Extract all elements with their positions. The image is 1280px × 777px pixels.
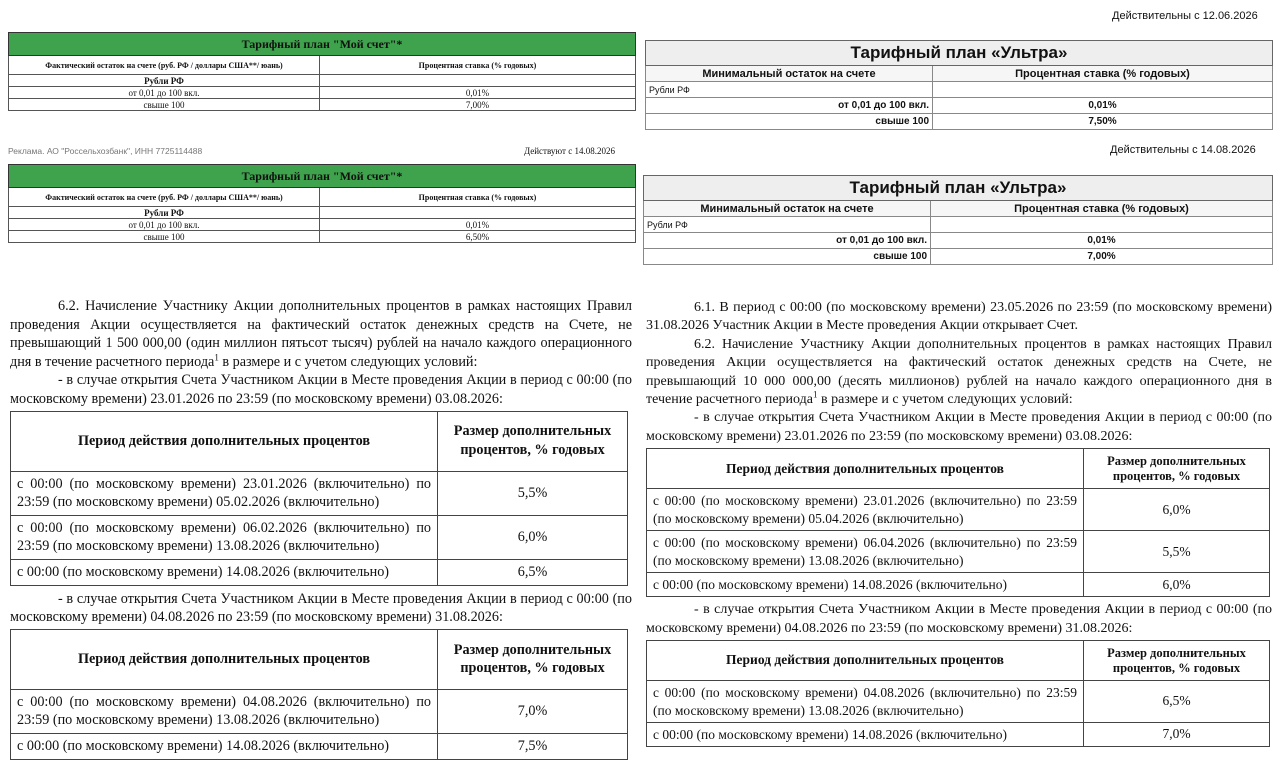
column-header-size: Размер дополнительных процентов, % годовых — [438, 629, 628, 689]
tariff-table-my-account-1 — [8, 32, 636, 111]
rate-cell: 7,0% — [1084, 723, 1270, 747]
currency-rate-empty — [320, 207, 636, 219]
period-cell: с 00:00 (по московскому времени) 04.08.2026 (включительно) по 23:59 (по московскому времени) 13.08.2026 (включительно) — [11, 689, 438, 733]
tariff-table-ultra-2 — [643, 175, 1273, 265]
period-cell: с 00:00 (по московскому времени) 23.01.2026 (включительно) по 23:59 (по московскому времени) 05.04.2026 (включительно) — [647, 489, 1084, 531]
ultra-effective-date-top: Действительны с 12.06.2026 — [1112, 10, 1258, 22]
interest-rate: 6,50% — [320, 231, 636, 243]
rate-cell: 6,0% — [1084, 573, 1270, 597]
currency-label: Рубли РФ — [644, 217, 931, 233]
opening-period-condition-2: - в случае открытия Счета Участником Акции в Месте проведения Акции в период с 00:00 (по московскому времени) 04.08.2026 по 23:59 (по московскому времени) 31.08.2026: — [10, 590, 632, 626]
tariff-table-my-account-2 — [8, 164, 636, 243]
column-header-size: Размер дополнительных процентов, % годовых — [438, 411, 628, 471]
rate-cell: 6,5% — [438, 559, 628, 585]
rate-cell: 6,0% — [438, 515, 628, 559]
opening-period-condition-1: - в случае открытия Счета Участником Акции в Месте проведения Акции в период с 00:00 (по московскому времени) 23.01.2026 по 23:59 (по московскому времени) 03.08.2026: — [10, 372, 632, 407]
balance-range: от 0,01 до 100 вкл. — [9, 87, 320, 99]
rate-cell: 7,5% — [438, 733, 628, 759]
rate-cell: 5,5% — [438, 471, 628, 515]
right-rules-document — [646, 299, 1272, 747]
column-header-period: Период действия дополнительных процентов — [647, 641, 1084, 681]
currency-rate-empty — [320, 75, 636, 87]
period-cell: с 00:00 (по московскому времени) 23.01.2026 (включительно) по 23:59 (по московскому времени) 05.02.2026 (включительно) — [11, 471, 438, 515]
column-header-balance: Фактический остаток на счете (руб. РФ / доллары США**/ юань) — [9, 56, 320, 75]
period-cell: с 00:00 (по московскому времени) 14.08.2026 (включительно) — [647, 573, 1084, 597]
column-header-size: Размер дополнительных процентов, % годовых — [1084, 449, 1270, 489]
column-header-rate: Процентная ставка (% годовых) — [933, 66, 1273, 82]
balance-range: свыше 100 — [9, 231, 320, 243]
ultra-effective-date: Действительны с 14.08.2026 — [1110, 144, 1256, 156]
period-cell: с 00:00 (по московскому времени) 14.08.2026 (включительно) — [647, 723, 1084, 747]
interest-rate: 7,00% — [931, 249, 1273, 265]
column-header-rate: Процентная ставка (% годовых) — [931, 201, 1273, 217]
clause-6-1: 6.1. В период с 00:00 (по московскому времени) 23.05.2026 по 23:59 (по московскому времени) 31.08.2026 Участник Акции в Месте проведения Акции открывает Счет. — [646, 300, 1272, 334]
balance-range: от 0,01 до 100 вкл. — [646, 98, 933, 114]
column-header-balance: Минимальный остаток на счете — [644, 201, 931, 217]
period-cell: с 00:00 (по московскому времени) 06.02.2026 (включительно) по 23:59 (по московскому времени) 13.08.2026 (включительно) — [11, 515, 438, 559]
column-header-balance: Минимальный остаток на счете — [646, 66, 933, 82]
column-header-rate: Процентная ставка (% годовых) — [320, 188, 636, 207]
column-header-rate: Процентная ставка (% годовых) — [320, 56, 636, 75]
balance-range: от 0,01 до 100 вкл. — [9, 219, 320, 231]
interest-rate: 7,00% — [320, 99, 636, 111]
clause-6-2: 6.2. Начисление Участнику Акции дополнительных процентов в рамках настоящих Правил проведения Акции осуществляется на фактический остаток денежных средств на Счете, не превышающий 10 000 000,00 (десять миллионов) рублей на начало каждого операционного дня в течение расчетного периода$^1$ в размере и с учетом следующих условий: — [646, 336, 1272, 408]
period-cell: с 00:00 (по московскому времени) 14.08.2026 (включительно) — [11, 559, 438, 585]
currency-rate-empty — [933, 82, 1273, 98]
column-header-balance: Фактический остаток на счете (руб. РФ / доллары США**/ юань) — [9, 188, 320, 207]
additional-interest-table-1 — [646, 448, 1270, 597]
tariff-title: Тарифный план «Ультра» — [644, 176, 1273, 201]
advertisement-disclaimer: Реклама. АО "Россельхозбанк", ИНН 7725114488 — [8, 146, 203, 156]
column-header-size: Размер дополнительных процентов, % годовых — [1084, 641, 1270, 681]
rate-cell: 5,5% — [1084, 531, 1270, 573]
balance-range: свыше 100 — [9, 99, 320, 111]
rate-cell: 7,0% — [438, 689, 628, 733]
currency-label: Рубли РФ — [9, 207, 320, 219]
currency-label: Рубли РФ — [646, 82, 933, 98]
tariff-title: Тарифный план "Мой счет"* — [9, 165, 636, 188]
interest-rate: 7,50% — [933, 114, 1273, 130]
tariff-table-ultra-1 — [645, 40, 1273, 130]
period-cell: с 00:00 (по московскому времени) 14.08.2026 (включительно) — [11, 733, 438, 759]
balance-range: свыше 100 — [644, 249, 931, 265]
balance-range: свыше 100 — [646, 114, 933, 130]
interest-rate: 0,01% — [320, 87, 636, 99]
currency-rate-empty — [931, 217, 1273, 233]
additional-interest-table-1 — [10, 411, 628, 586]
opening-period-condition-1: - в случае открытия Счета Участником Акции в Месте проведения Акции в период с 00:00 (по московскому времени) 23.01.2026 по 23:59 (по московскому времени) 03.08.2026: — [646, 410, 1272, 444]
additional-interest-table-2 — [646, 640, 1270, 747]
balance-range: от 0,01 до 100 вкл. — [644, 233, 931, 249]
rate-cell: 6,0% — [1084, 489, 1270, 531]
period-cell: с 00:00 (по московскому времени) 06.04.2026 (включительно) по 23:59 (по московскому времени) 13.08.2026 (включительно) — [647, 531, 1084, 573]
interest-rate: 0,01% — [933, 98, 1273, 114]
currency-label: Рубли РФ — [9, 75, 320, 87]
column-header-period: Период действия дополнительных процентов — [647, 449, 1084, 489]
opening-period-condition-2: - в случае открытия Счета Участником Акции в Месте проведения Акции в период с 00:00 (по московскому времени) 04.08.2026 по 23:59 (по московскому времени) 31.08.2026: — [646, 602, 1272, 636]
column-header-period: Период действия дополнительных процентов — [11, 629, 438, 689]
tariff-title: Тарифный план "Мой счет"* — [9, 33, 636, 56]
left-rules-document — [10, 297, 632, 760]
period-cell: с 00:00 (по московскому времени) 04.08.2026 (включительно) по 23:59 (по московскому времени) 13.08.2026 (включительно) — [647, 681, 1084, 723]
column-header-period: Период действия дополнительных процентов — [11, 411, 438, 471]
rate-cell: 6,5% — [1084, 681, 1270, 723]
interest-rate: 0,01% — [320, 219, 636, 231]
interest-rate: 0,01% — [931, 233, 1273, 249]
clause-6-2: 6.2. Начисление Участнику Акции дополнительных процентов в рамках настоящих Правил проведения Акции осуществляется на фактический остаток денежных средств на Счете, не превышающий 1 500 000,00 (один миллион пятьсот тысяч) рублей на начало каждого операционного дня в течение расчетного периода$^1$ в размере и с учетом следующих условий: — [10, 298, 632, 370]
tariff-title: Тарифный план «Ультра» — [646, 41, 1273, 66]
additional-interest-table-2 — [10, 629, 628, 760]
my-account-effective-date: Действуют с 14.08.2026 — [524, 146, 615, 156]
